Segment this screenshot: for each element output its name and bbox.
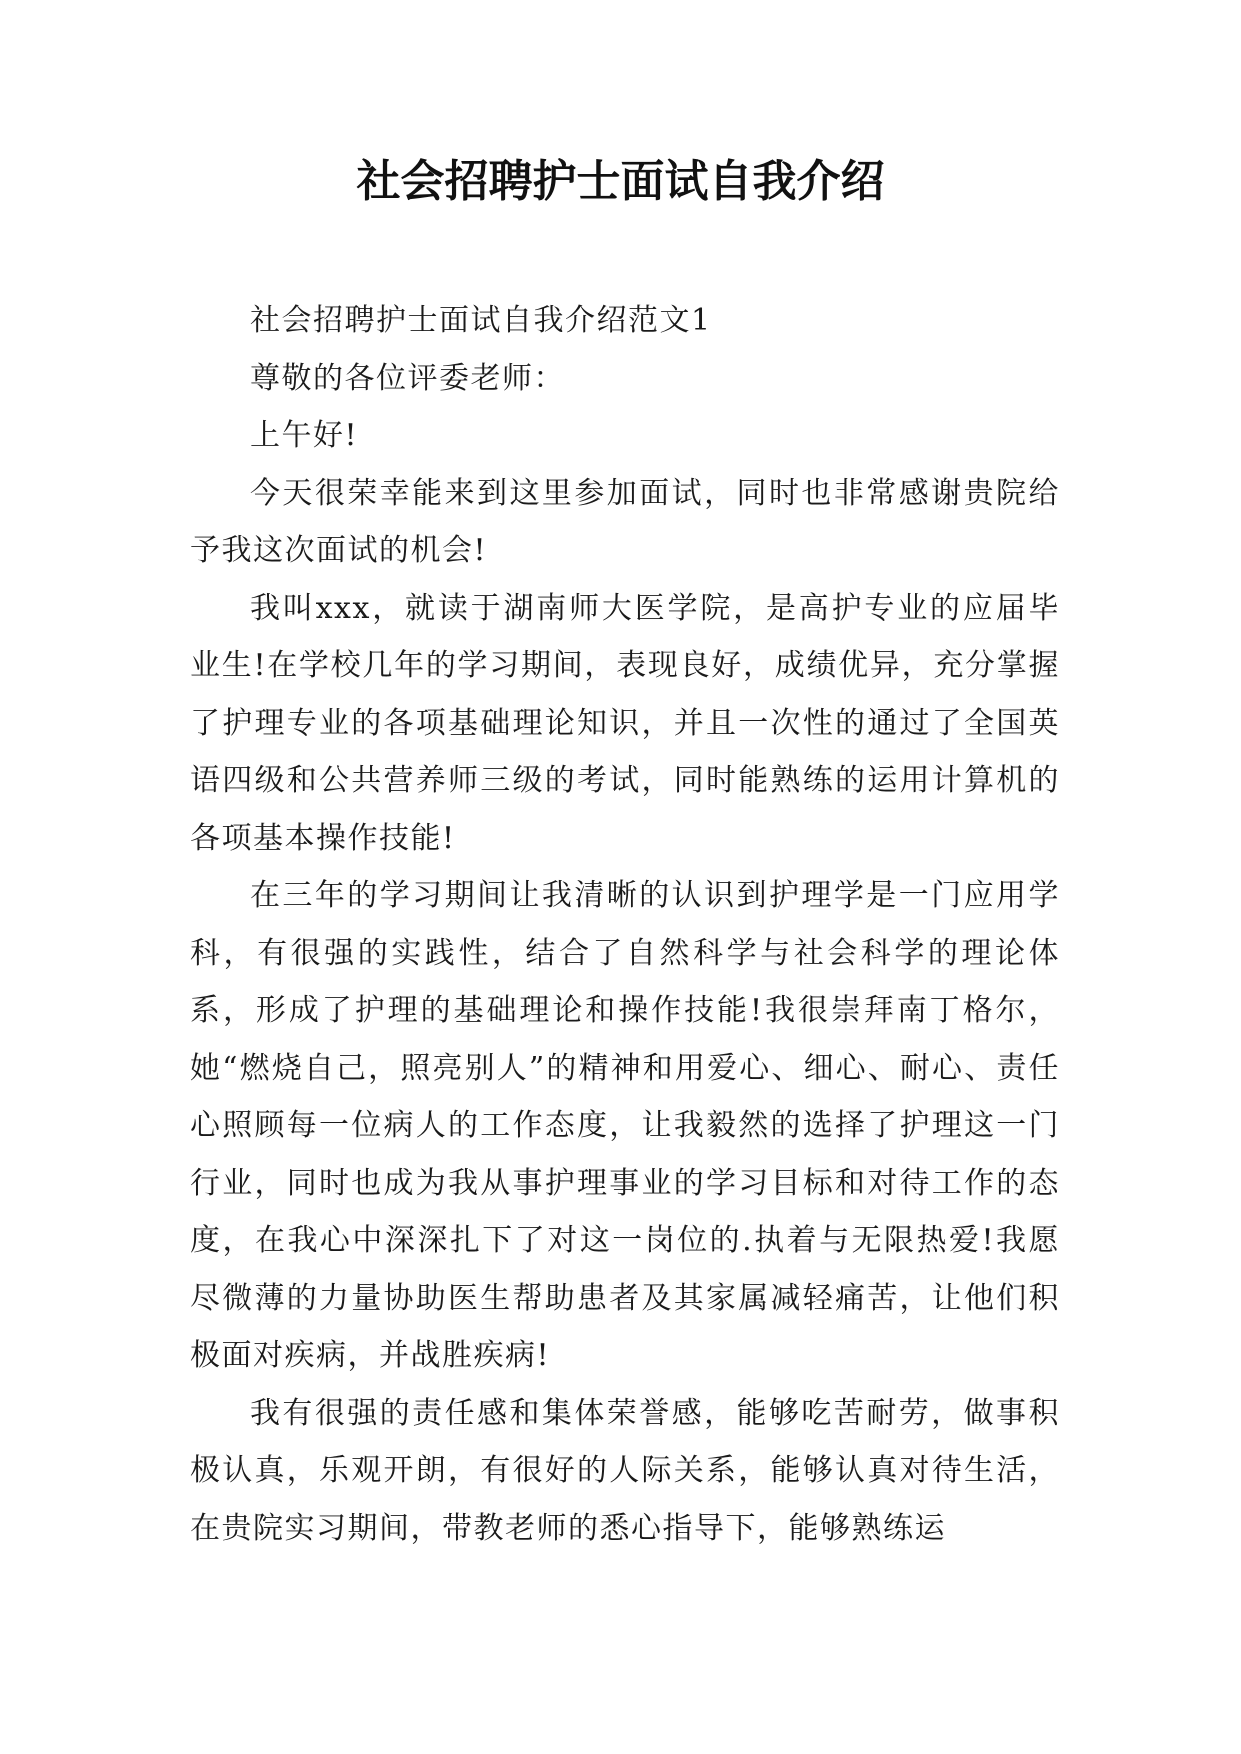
paragraph-salutation: 尊敬的各位评委老师：	[250, 360, 565, 396]
paragraph-greeting: 上午好!	[250, 418, 359, 453]
document-title: 社会招聘护士面试自我介绍	[356, 156, 885, 207]
document-body	[190, 292, 1060, 1557]
paragraph: 我有很强的责任感和集体荣誉感，能够吃苦耐劳，做事积极认真，乐观开朗，有很好的人际关系，能够认真对待生活，在贵院实习期间，带教老师的悉心指导下，能够熟练运	[190, 1395, 1060, 1546]
paragraph: 今天很荣幸能来到这里参加面试，同时也非常感谢贵院给予我这次面试的机会!	[190, 475, 1060, 568]
paragraph-heading: 社会招聘护士面试自我介绍范文1	[250, 303, 712, 338]
paragraph: 在三年的学习期间让我清晰的认识到护理学是一门应用学科，有很强的实践性，结合了自然科学与社会科学的理论体系，形成了护理的基础理论和操作技能!我很崇拜南丁格尔，她“燃烧自己，照亮别人”的精神和用爱心、细心、耐心、责任心照顾每一位病人的工作态度，让我毅然的选择了护理这一门行业，同时也成为我从事护理事业的学习目标和对待工作的态度，在我心中深深扎下了对这一岗位的.执着与无限热爱!我愿尽微薄的力量协助医生帮助患者及其家属减轻痛苦，让他们积极面对疾病，并战胜疾病!	[190, 878, 1060, 1373]
paragraph: 我叫xxx，就读于湖南师大医学院，是高护专业的应届毕业生!在学校几年的学习期间，表现良好，成绩优异，充分掌握了护理专业的各项基础理论知识，并且一次性的通过了全国英语四级和公共营养师三级的考试，同时能熟练的运用计算机的各项基本操作技能!	[190, 590, 1060, 856]
